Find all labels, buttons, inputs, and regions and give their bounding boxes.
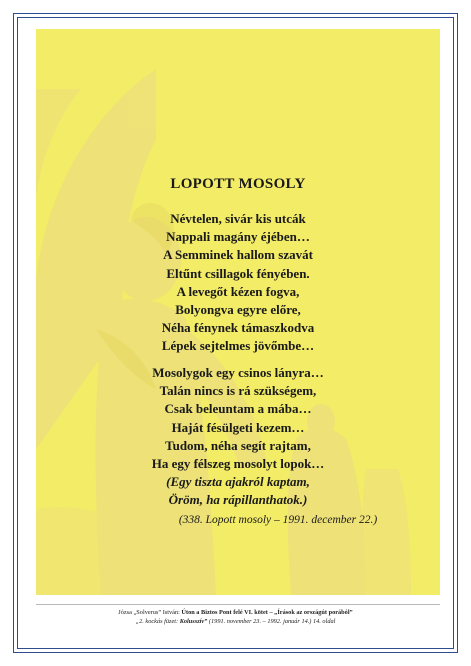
stanza-1 (36, 210, 440, 356)
footer-notebook: „2. kockás füzet: (135, 618, 179, 626)
page-footer (20, 608, 451, 627)
poem-line: Mosolygok egy csinos lányra… (152, 365, 324, 380)
poem-line: Bolyongva egyre előre, (175, 302, 301, 318)
stanza-2 (36, 364, 440, 510)
poem-line: Ha egy félszeg mosolyt lopok… (151, 456, 325, 472)
poem-line: Csak beleuntam a mába… (164, 401, 312, 417)
poem-date-note: (338. Lopott mosoly – 1991. december 22.) (178, 514, 378, 526)
poem-line: Eltűnt csillagok fényében. (166, 265, 310, 281)
footer-line-2 (20, 617, 451, 626)
poem-line-italic: Öröm, ha rápillanthatok.) (168, 492, 308, 508)
poem-line: Lépek sejtelmes jövőmbe… (161, 338, 315, 354)
footer-collection-title: Kolusszív” (179, 618, 208, 626)
footer-page-info: (1991. november 23. – 1992. január 14.) 14. oldal (208, 618, 336, 626)
poem-line: Névtelen, sivár kis utcák (170, 211, 306, 226)
footer-author: Józsa „Solverus” István: (118, 609, 180, 616)
poem-line: Tudom, néha segít rajtam, (165, 437, 311, 453)
poem-line: A Semminek hallom szavát (163, 247, 313, 263)
footer-divider (36, 604, 440, 605)
poem-content (36, 29, 440, 595)
poem-line: Haját fésülgeti kezem… (171, 419, 305, 435)
poem-line: A levegőt kézen fogva, (176, 283, 300, 299)
poem-line: Talán nincs is rá szükségem, (159, 383, 317, 399)
poem-line: Néha fénynek támaszkodva (161, 320, 315, 336)
footer-book-title: Úton a Biztos Pont felé VI. kötet – „Írások az országút porából” (181, 609, 353, 616)
footer-line-1 (20, 608, 451, 617)
poem-panel (36, 29, 440, 595)
poem-title: LOPOTT MOSOLY (170, 176, 306, 192)
poem-line: Nappali magány éjében… (166, 229, 310, 245)
poem-line-italic: (Egy tiszta ajakról kaptam, (166, 474, 310, 490)
